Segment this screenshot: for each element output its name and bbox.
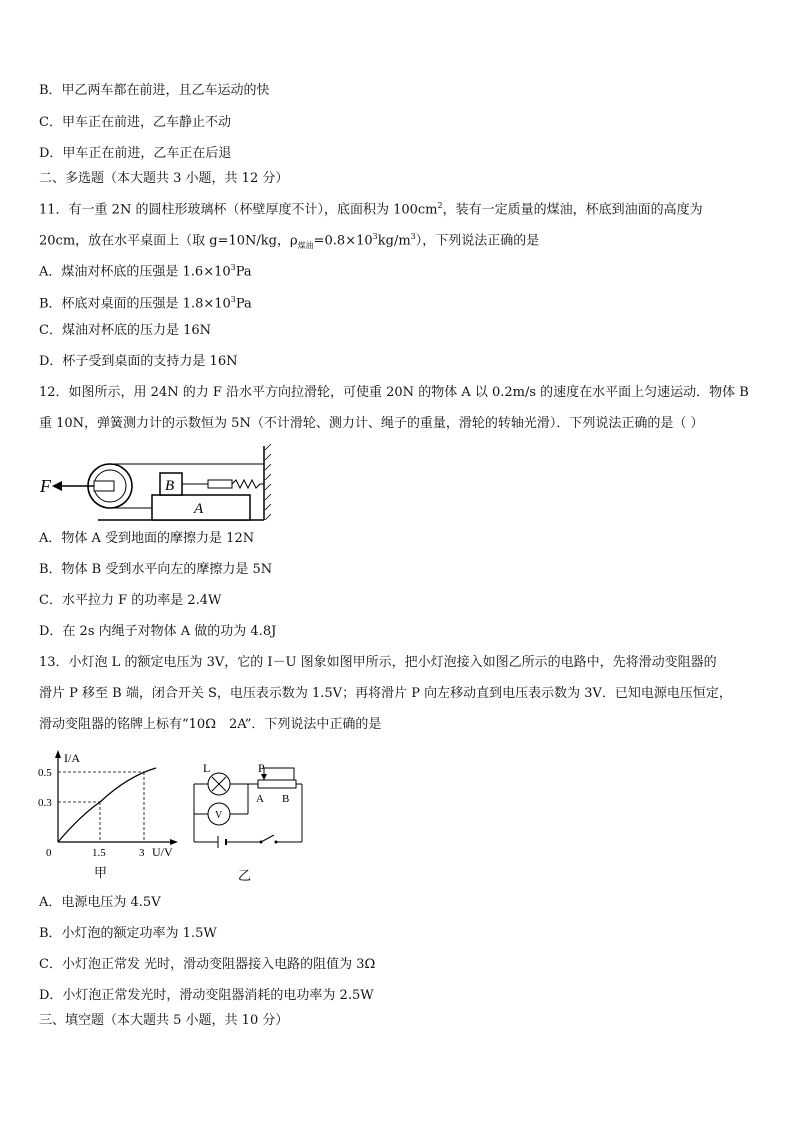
block-a-label: A	[194, 501, 204, 517]
y-tick-0.5: 0.5	[38, 767, 52, 779]
question-11-text-2: 20cm，放在水平桌面上（取 g=10N/kg，$\rho_{煤油}=0.8\times 10^3kg/m^3$），下列说法正确的是	[39, 232, 540, 250]
voltmeter-label: V	[215, 810, 223, 821]
q11-option-a: A．煤油对杯底的压强是 $1.6\times 10^3Pa$	[39, 263, 252, 280]
end-b-label: B	[282, 793, 290, 805]
q12-option-a: A．物体 A 受到地面的摩擦力是 12N	[39, 531, 255, 546]
q12-option-d: D．在 2s 内绳子对物体 A 做的功为 4.8J	[39, 624, 277, 639]
q11-option-c: C．煤油对杯底的压力是 16N	[39, 323, 211, 338]
option-d: D．甲车正在前进，乙车正在后退	[39, 146, 232, 161]
q12-option-b: B．物体 B 受到水平向左的摩擦力是 5N	[39, 562, 273, 577]
q11-option-d: D．杯子受到桌面的支持力是 16N	[39, 354, 238, 369]
q11-option-b: B．杯底对桌面的压强是 $1.8\times 10^3Pa$	[39, 295, 252, 312]
question-12-text: 12．如图所示，用 24N 的力 F 沿水平方向拉滑轮，可使重 20N 的物体 A 以 0.2m/s 的速度在水平面上匀速运动．物体 B	[39, 385, 749, 400]
y-axis-label: I/A	[64, 751, 80, 765]
q13-option-a: A．电源电压为 4.5V	[39, 895, 161, 910]
block-b-label: B	[165, 478, 175, 494]
option-b: B．甲乙两车都在前进，且乙车运动的快	[39, 83, 270, 98]
iu-curve	[58, 768, 156, 842]
question-11-text: 11．有一重 2N 的圆柱形玻璃杯（杯壁厚度不计），底面积为 $100cm^2$，装有一定质量的煤油，杯底到油面的高度为	[39, 201, 703, 218]
q12-option-c: C．水平拉力 F 的功率是 2.4W	[39, 593, 222, 608]
q13-option-d: D．小灯泡正常发光时，滑动变阻器消耗的电功率为 2.5W	[39, 988, 374, 1003]
force-label: F	[40, 476, 51, 496]
lamp-label: L	[203, 761, 211, 775]
x-tick-3: 3	[139, 847, 145, 859]
x-axis-label: U/V	[152, 845, 173, 859]
y-tick-0.3: 0.3	[38, 797, 52, 809]
end-a-label: A	[256, 793, 264, 805]
slider-label: P	[258, 761, 265, 775]
circuit-diagram	[186, 760, 306, 884]
question-13-text: 13．小灯泡 L 的额定电压为 3V，它的 I－U 图象如图甲所示，把小灯泡接入如图乙所示的电路中，先将滑动变阻器的	[39, 655, 717, 670]
graph-caption: 甲	[94, 865, 108, 880]
iu-graph	[36, 750, 186, 882]
origin-label: 0	[46, 847, 52, 859]
q13-option-c: C．小灯泡正常发 光时，滑动变阻器接入电路的阻值为 3Ω	[39, 957, 376, 972]
question-13-text-2: 滑片 P 移至 B 端，闭合开关 S，电压表示数为 1.5V；再将滑片 P 向左移动直到电压表示数为 3V．已知电源电压恒定，	[39, 686, 732, 701]
question-12-text-2: 重 10N，弹簧测力计的示数恒为 5N（不计滑轮、测力计、绳子的重量，滑轮的转轴光滑）．下列说法正确的是（ ）	[39, 416, 704, 431]
section-heading-3: 三、填空题（本大题共 5 小题，共 10 分）	[39, 1013, 289, 1028]
option-c: C．甲车正在前进，乙车静止不动	[39, 115, 231, 130]
q13-option-b: B．小灯泡的额定功率为 1.5W	[39, 926, 217, 941]
question-13-text-3: 滑动变阻器的铭牌上标有“10Ω 2A”．下列说法中正确的是	[39, 717, 382, 732]
pulley-figure	[38, 440, 274, 526]
circuit-caption: 乙	[238, 868, 252, 883]
x-tick-1.5: 1.5	[92, 847, 106, 859]
section-heading: 二、多选题（本大题共 3 小题，共 12 分）	[39, 171, 289, 186]
